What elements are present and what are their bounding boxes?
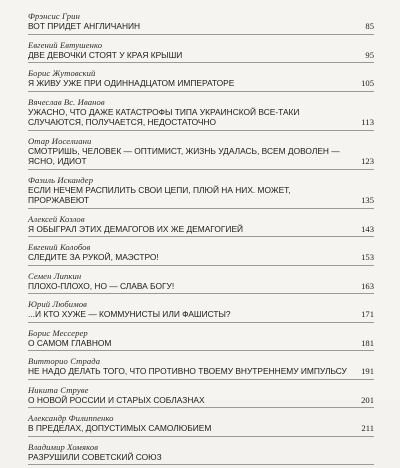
entry-author: Юрий Любимов xyxy=(28,299,88,309)
entry-author: Владимир Хомяков xyxy=(28,441,99,452)
entry-title: РАЗРУШИЛИ СОВЕТСКИЙ СОЮЗ xyxy=(28,451,162,462)
toc-entry xyxy=(28,173,374,209)
entry-page-number: 85 xyxy=(365,21,374,31)
entry-page-number: 135 xyxy=(361,195,374,205)
entry-author: Евгений Евтушенко xyxy=(28,39,103,50)
entry-title: О НОВОЙ РОССИИ И СТАРЫХ СОБЛАЗНАХ xyxy=(28,394,205,405)
entry-author: Александр Филиппенко xyxy=(28,413,114,423)
entry-author: Фрэнсис Грин xyxy=(28,11,80,21)
entry-page-number: 191 xyxy=(361,366,374,376)
toc-entry xyxy=(28,297,374,323)
entry-page-number: 113 xyxy=(361,117,374,127)
toc-entry xyxy=(28,134,374,170)
entry-title: УЖАСНО, ЧТО ДАЖЕ КАТАСТРОФЫ ТИПА УКРАИНСКОЙ ВСЕ-ТАКИ СЛУЧАЮТСЯ, ПОЛУЧАЕТСЯ, НЕДОСТАТОЧНО xyxy=(28,106,300,127)
entry-author: Витторио Страда xyxy=(28,356,101,366)
entry-page-number: 95 xyxy=(365,49,374,60)
toc-entry xyxy=(28,354,374,380)
toc-entry xyxy=(28,38,374,64)
toc-entry xyxy=(28,66,374,92)
entry-author: Вячеслав Вс. Иванов xyxy=(28,96,105,107)
table-of-contents xyxy=(28,9,374,468)
entry-author: Семен Липкин xyxy=(28,270,82,281)
entry-page-number: 105 xyxy=(361,78,374,88)
entry-author: Евгений Колобов xyxy=(28,242,91,252)
toc-entry xyxy=(28,9,374,35)
entry-title: СМОТРИШЬ, ЧЕЛОВЕК — ОПТИМИСТ, ЖИЗНЬ УДАЛАСЬ, ВСЕМ ДОВОЛЕН — ЯСНО, ИДИОТ xyxy=(28,145,340,166)
entry-author: Борис Мессерер xyxy=(28,327,88,338)
entry-page-number: 201 xyxy=(361,394,374,405)
entry-title: СЛЕДИТЕ ЗА РУКОЙ, МАЭСТРО! xyxy=(28,252,159,262)
toc-entry xyxy=(28,411,374,437)
entry-author: Алексей Козлов xyxy=(28,213,85,224)
entry-page-number: 163 xyxy=(361,280,374,291)
entry-page-number: 211 xyxy=(361,423,374,433)
toc-entry xyxy=(28,440,374,466)
entry-page-number: 171 xyxy=(361,309,374,319)
entry-title: ПЛОХО-ПЛОХО, НО — СЛАВА БОГУ! xyxy=(28,280,175,291)
entry-author: Отар Иоселиани xyxy=(28,135,92,146)
entry-author: Фазиль Искандер xyxy=(28,174,94,185)
entry-page-number: 143 xyxy=(361,223,374,234)
toc-entry xyxy=(28,95,374,131)
entry-title: ВОТ ПРИДЕТ АНГЛИЧАНИН xyxy=(28,21,141,31)
entry-title: Я ЖИВУ УЖЕ ПРИ ОДИННАДЦАТОМ ИМПЕРАТОРЕ xyxy=(28,78,235,88)
entry-title: Я ОБЫГРАЛ ЭТИХ ДЕМАГОГОВ ИХ ЖЕ ДЕМАГОГИЕЙ xyxy=(28,223,244,234)
entry-title: О САМОМ ГЛАВНОМ xyxy=(28,337,112,348)
toc-entry xyxy=(28,326,374,352)
entry-author: Борис Жутовский xyxy=(28,68,96,78)
entry-title: ЕСЛИ НЕЧЕМ РАСПИЛИТЬ СВОИ ЦЕПИ, ПЛЮЙ НА НИХ. МОЖЕТ, ПРОРЖАВЕЮТ xyxy=(28,184,291,205)
entry-page-number: 123 xyxy=(361,156,374,166)
entry-page-number: 181 xyxy=(361,337,374,348)
entry-title: НЕ НАДО ДЕЛАТЬ ТОГО, ЧТО ПРОТИВНО ТВОЕМУ ВНУТРЕННЕМУ ИМПУЛЬСУ xyxy=(28,366,347,376)
entry-author: Никита Струве xyxy=(28,384,89,395)
toc-entry xyxy=(28,240,374,266)
entry-title: В ПРЕДЕЛАХ, ДОПУСТИМЫХ САМОЛЮБИЕМ xyxy=(28,423,212,433)
entry-title: ДВЕ ДЕВОЧКИ СТОЯТ У КРАЯ КРЫШИ xyxy=(28,49,183,60)
toc-entry xyxy=(28,212,374,238)
entry-page-number: 153 xyxy=(361,252,374,262)
entry-title: ...И КТО ХУЖЕ — КОММУНИСТЫ ИЛИ ФАШИСТЫ? xyxy=(28,309,231,319)
toc-entry xyxy=(28,269,374,295)
toc-entry xyxy=(28,383,374,409)
